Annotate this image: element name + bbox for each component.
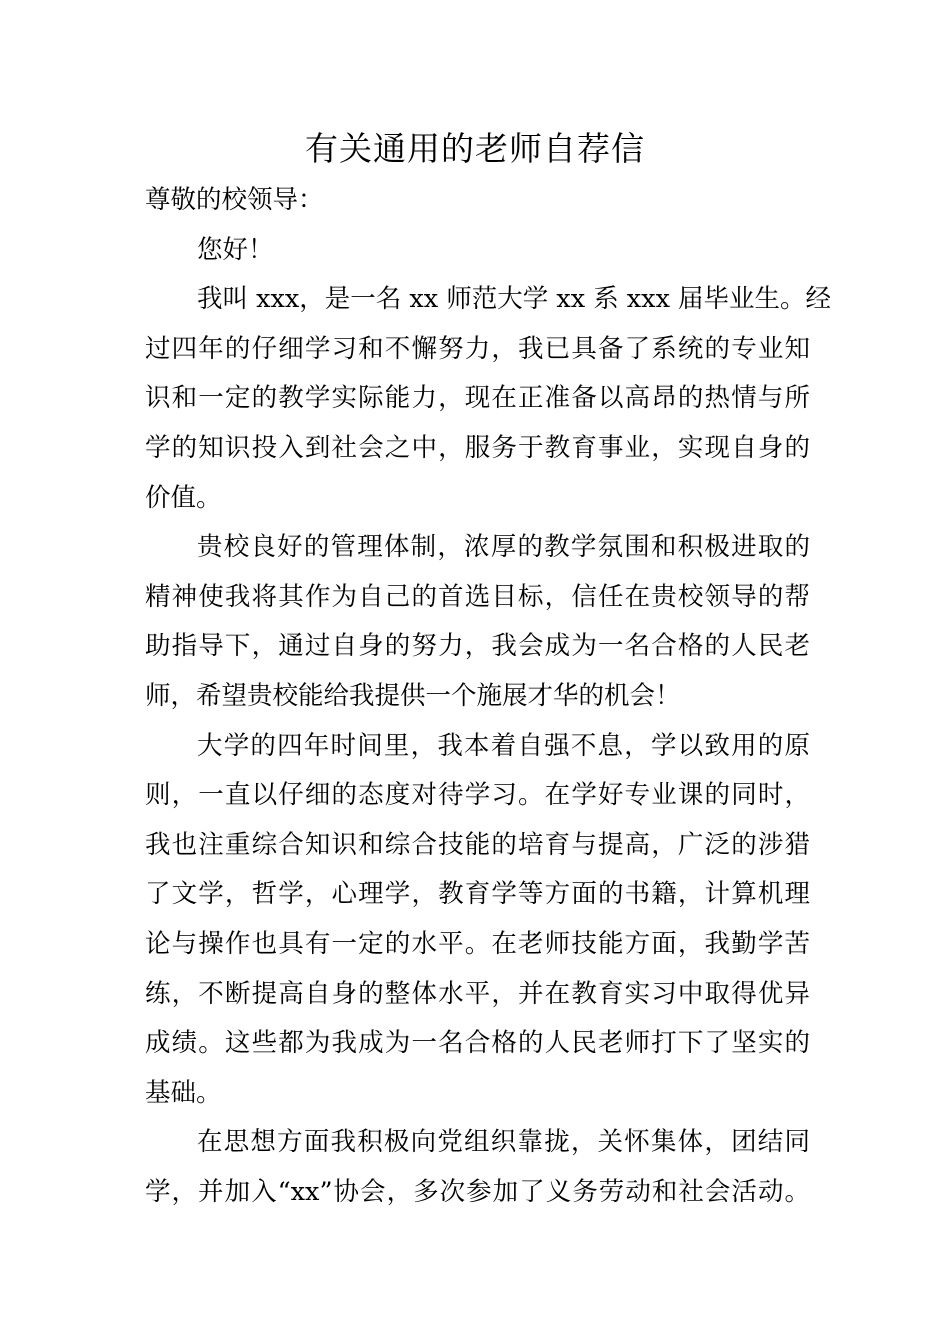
paragraph-line: 助指导下，通过自身的努力，我会成为一名合格的人民老 [145, 631, 810, 662]
salutation: 尊敬的校领导： [145, 185, 324, 215]
greeting: 您好！ [197, 234, 274, 265]
paragraph-line: 过四年的仔细学习和不懈努力，我已具备了系统的专业知 [145, 333, 810, 364]
paragraph-line: 大学的四年时间里，我本着自强不息，学以致用的原 [197, 730, 810, 761]
paragraph-line: 在思想方面我积极向党组织靠拢，关怀集体，团结同 [197, 1127, 810, 1158]
paragraph-line: 贵校良好的管理体制，浓厚的教学氛围和积极进取的 [197, 532, 810, 563]
paragraph-line: 识和一定的教学实际能力，现在正准备以高昂的热情与所 [145, 383, 810, 414]
document-title: 有关通用的老师自荐信 [305, 129, 645, 168]
paragraph-line: 基础。 [145, 1077, 222, 1108]
letter-body [145, 176, 832, 1217]
paragraph-line: 则，一直以仔细的态度对待学习。在学好专业课的同时， [145, 780, 810, 811]
paragraph-line: 我叫 xxx，是一名 xx 师范大学 xx 系 xxx 届毕业生。经 [197, 284, 832, 315]
paragraph-line: 我也注重综合知识和综合技能的培育与提高，广泛的涉猎 [145, 829, 810, 860]
paragraph-line: 学的知识投入到社会之中，服务于教育事业，实现自身的 [145, 432, 810, 463]
paragraph-line: 学，并加入“xx”协会，多次参加了义务劳动和社会活动。 [145, 1176, 810, 1207]
paragraph-line: 论与操作也具有一定的水平。在老师技能方面，我勤学苦 [145, 928, 810, 959]
paragraph-line: 成绩。这些都为我成为一名合格的人民老师打下了坚实的 [145, 1028, 810, 1059]
paragraph-line: 师，希望贵校能给我提供一个施展才华的机会！ [145, 680, 681, 711]
paragraph-line: 了文学，哲学，心理学，教育学等方面的书籍，计算机理 [145, 879, 810, 910]
paragraph-line: 精神使我将其作为自己的首选目标，信任在贵校领导的帮 [145, 581, 810, 612]
paragraph-line: 练，不断提高自身的整体水平，并在教育实习中取得优异 [145, 978, 810, 1009]
paragraph-line: 价值。 [145, 482, 222, 513]
